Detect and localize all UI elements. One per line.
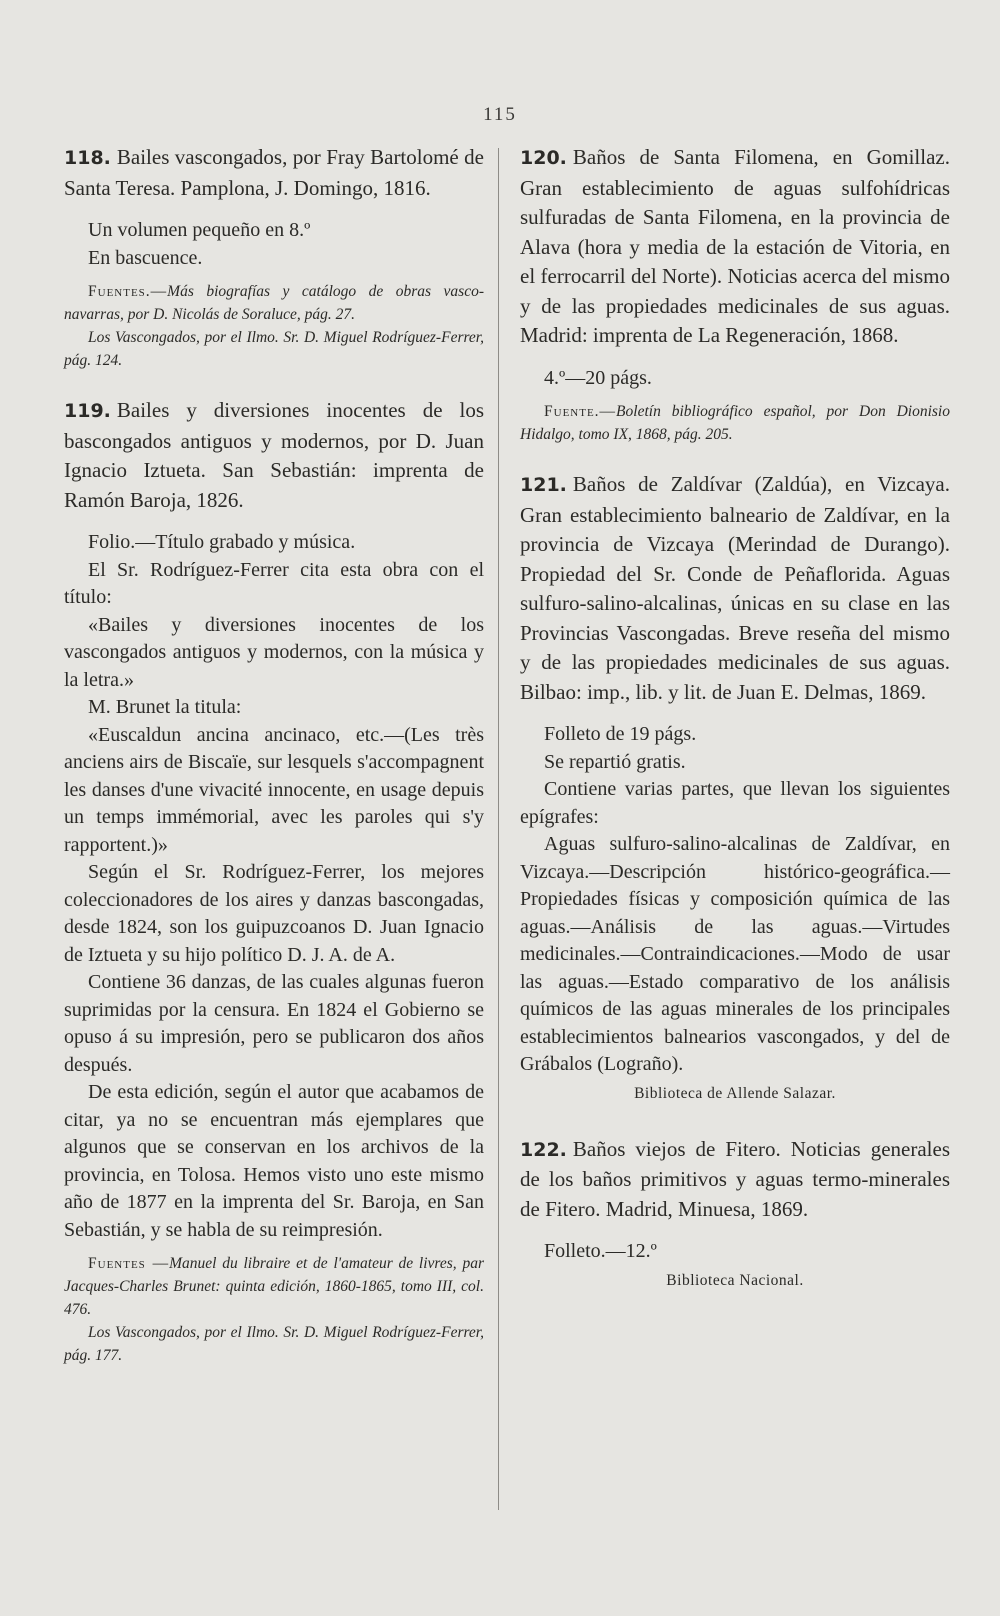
paragraph: M. Brunet la titula: (88, 696, 242, 718)
quote-paragraph: «Euscaldun ancina ancinaco, etc.—(Les très anciens airs de Biscaïe, sur lesquels s'accompagnent les danses d'une vivacité innocente, en usage depuis un temps immémorial, avec les paroles qui s'y rapportent.)» (64, 723, 484, 856)
sources-label: Fuentes — (88, 1255, 170, 1272)
library-location: Biblioteca Nacional. (666, 1271, 804, 1289)
entry-number: 120. (520, 147, 567, 169)
format-line: Un volumen pequeño en 8.º (88, 219, 311, 241)
page-number: 115 (483, 104, 517, 125)
entry-number: 121. (520, 474, 567, 496)
format-line: Folio.—Título grabado y música. (88, 531, 356, 553)
right-column (520, 143, 950, 1308)
format-line: Folleto.—12.º (544, 1240, 657, 1262)
source-text: Boletín bibliográfico español, por Don Dionisio Hidalgo, tomo IX, 1868, pág. 205. (520, 403, 950, 443)
library-location: Biblioteca de Allende Salazar. (634, 1084, 836, 1102)
paragraph: El Sr. Rodríguez-Ferrer cita esta obra con el título: (64, 558, 484, 608)
entry-119 (64, 388, 484, 1367)
entry-title (64, 396, 484, 515)
contents-paragraph: Aguas sulfuro-salino-alcalinas de Zaldívar, en Vizcaya.—Descripción histórico-geográfica.—Propiedades físicas y composición química de las aguas.—Análisis de las aguas.—Virtudes medicinales.—Contraindicaciones.—Modo de usar las aguas.—Estado comparativo de los análisis químicos de las aguas minerales de los principales establecimientos balnearios vascongados, y del de Grábalos (Lograño). (520, 833, 950, 1075)
entry-title-text: Bailes y diversiones inocentes de los bascongados antiguos y modernos, por D. Juan Ignacio Iztueta. San Sebastián: imprenta de Ramón Baroja, 1826. (64, 398, 484, 512)
paragraph: Contiene varias partes, que llevan los siguientes epígrafes: (520, 778, 950, 828)
format-line: Folleto de 19 págs. (544, 723, 697, 745)
format-line: 4.º—20 págs. (544, 366, 652, 389)
sources-note (64, 1321, 484, 1367)
entry-title (520, 143, 950, 351)
paragraph: Contiene 36 danzas, de las cuales algunas fueron suprimidas por la censura. En 1824 el Gobierno se opuso á su impresión, pero se publicaron dos años después. (64, 971, 484, 1076)
sources-note (520, 400, 950, 446)
quote-paragraph: «Bailes y diversiones inocentes de los vascongados antiguos y modernos, con la música y la letra.» (64, 613, 484, 691)
sources-note (64, 280, 484, 326)
entry-title-text: Baños viejos de Fitero. Noticias generales de los baños primitivos y aguas termo-minerales de Fitero. Madrid, Minuesa, 1869. (520, 1136, 950, 1221)
source-text: Más biografías y catálogo de obras vasco-navarras, por D. Nicolás de Soraluce, pág. 27. (64, 283, 484, 323)
entry-118 (64, 143, 484, 372)
entry-title-text: Baños de Zaldívar (Zaldúa), en Vizcaya. Gran establecimiento balneario de Zaldívar, en la provincia de Vizcaya (Merindad de Durango). Propiedad del Sr. Conde de Peñaflorida. Aguas sulfuro-salino-alcalinas, únicas en su clase en las Provincias Vascongadas. Breve reseña del mismo y de las propiedades medicinales de sus aguas. Bilbao: imp., lib. y lit. de Juan E. Delmas, 1869. (520, 472, 950, 704)
source-text: Los Vascongados, por el Ilmo. Sr. D. Miguel Rodríguez-Ferrer, pág. 177. (64, 1324, 484, 1364)
paragraph: De esta edición, según el autor que acabamos de citar, ya no se encuentran más ejemplares que algunos que se conservan en los archivos de la provincia, en Tolosa. Hemos visto uno este mismo año de 1877 en la imprenta del Sr. Baroja, en San Sebastián, y se habla de su reimpresión. (64, 1081, 484, 1241)
column-divider (498, 148, 499, 1510)
language-line: En bascuence. (88, 246, 203, 269)
entry-title (520, 1135, 950, 1225)
left-column (64, 143, 484, 1383)
sources-note (64, 326, 484, 372)
entry-122 (520, 1121, 950, 1292)
sources-label: Fuente.— (544, 403, 617, 420)
entry-number: 119. (64, 400, 111, 422)
entry-title (520, 470, 950, 707)
entry-120 (520, 143, 950, 446)
entry-121 (520, 462, 950, 1105)
entry-title-text: Baños de Santa Filomena, en Gomillaz. Gran establecimiento de aguas sulfohídricas sulfuradas de Santa Filomena, en la provincia de Alava (hora y media de la estación de Vitoria, en el ferrocarril del Norte). Noticias acerca del mismo y de las propiedades medicinales de sus aguas. Madrid: imprenta de La Regeneración, 1868. (520, 145, 950, 347)
paragraph: Según el Sr. Rodríguez-Ferrer, los mejores coleccionadores de los aires y danzas bascongadas, desde 1824, son los guipuzcoanos D. Juan Ignacio de Iztueta y su hijo político D. J. A. de A. (64, 861, 484, 966)
paragraph: Se repartió gratis. (544, 750, 686, 773)
entry-number: 122. (520, 1138, 567, 1161)
sources-label: Fuentes.— (88, 283, 168, 300)
entry-title-text: Bailes vascongados, por Fray Bartolomé de Santa Teresa. Pamplona, J. Domingo, 1816. (64, 145, 484, 200)
source-text: Los Vascongados, por el Ilmo. Sr. D. Miguel Rodríguez-Ferrer, pág. 124. (64, 329, 484, 369)
sources-note (64, 1252, 484, 1321)
source-text: Manuel du libraire et de l'amateur de livres, par Jacques-Charles Brunet: quinta edición, 1860-1865, tomo III, col. 476. (64, 1255, 484, 1318)
entry-title (64, 143, 484, 203)
entry-number: 118. (64, 147, 111, 169)
